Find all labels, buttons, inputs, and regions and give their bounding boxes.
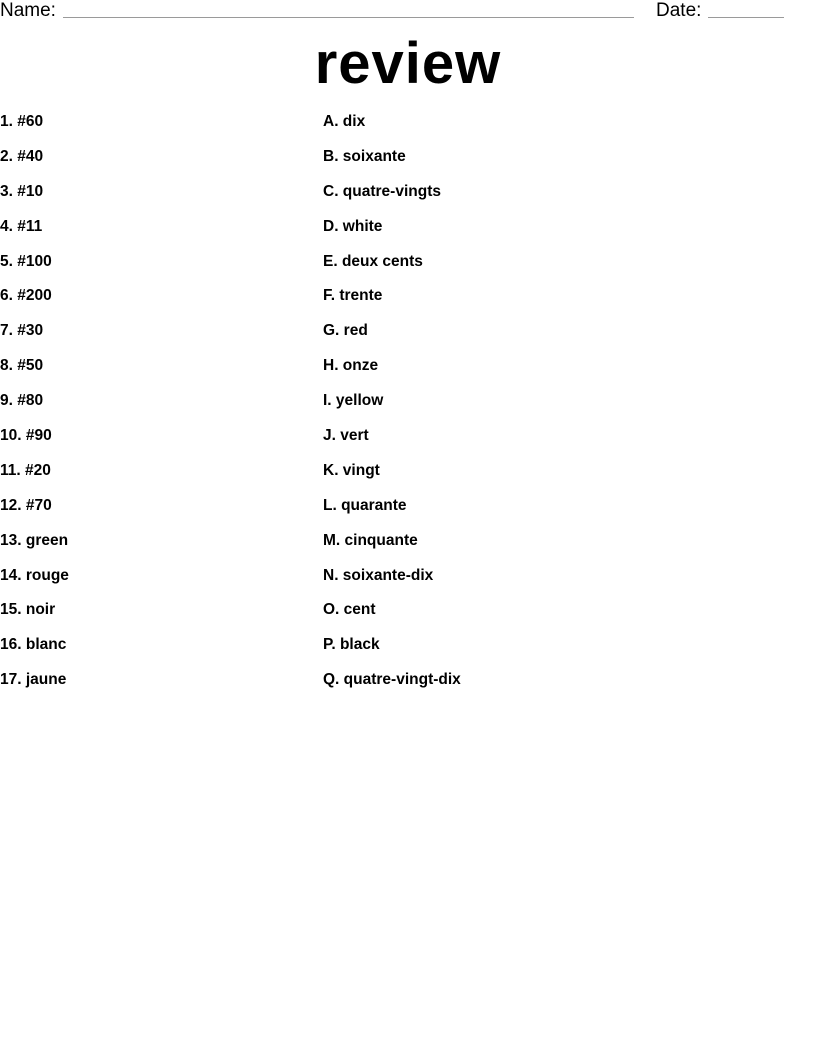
answer-item: M. cinquante [323,531,418,549]
date-label: Date: [656,0,702,21]
question-item: 11. #20 [0,461,51,479]
question-item: 14. rouge [0,566,69,584]
name-blank-line [63,17,634,18]
question-item: 9. #80 [0,392,44,410]
worksheet-header [0,0,816,24]
answer-item: F. trente [323,287,383,305]
question-item: 12. #70 [0,496,52,514]
answer-item: D. white [323,217,383,235]
date-blank-line [708,17,784,18]
question-item: 8. #50 [0,357,44,375]
question-item: 5. #100 [0,252,52,270]
answer-item: O. cent [323,601,376,619]
answer-item: J. vert [323,427,369,445]
question-item: 10. #90 [0,427,52,445]
question-item: 13. green [0,531,69,549]
answer-item: N. soixante-dix [323,566,434,584]
answer-item: I. yellow [323,392,384,410]
answer-item: H. onze [323,357,379,375]
question-item: 7. #30 [0,322,44,340]
answer-item: G. red [323,322,368,340]
answer-item: K. vingt [323,461,380,479]
answer-item: P. black [323,636,380,654]
question-item: 16. blanc [0,636,67,654]
question-item: 3. #10 [0,182,44,200]
answer-item: A. dix [323,113,366,130]
question-list [0,112,300,705]
answer-item: B. soixante [323,147,406,165]
answer-list [323,112,803,705]
question-item: 6. #200 [0,287,52,305]
answer-item: C. quatre-vingts [323,182,441,200]
question-item: 1. #60 [0,113,44,130]
question-item: 4. #11 [0,217,43,235]
answer-item: L. quarante [323,496,407,514]
answer-item: E. deux cents [323,252,423,270]
question-item: 2. #40 [0,147,44,165]
name-label: Name: [0,0,56,21]
worksheet-title: review [314,31,502,96]
question-item: 17. jaune [0,671,67,689]
answer-item: Q. quatre-vingt-dix [323,671,461,689]
question-item: 15. noir [0,601,56,619]
